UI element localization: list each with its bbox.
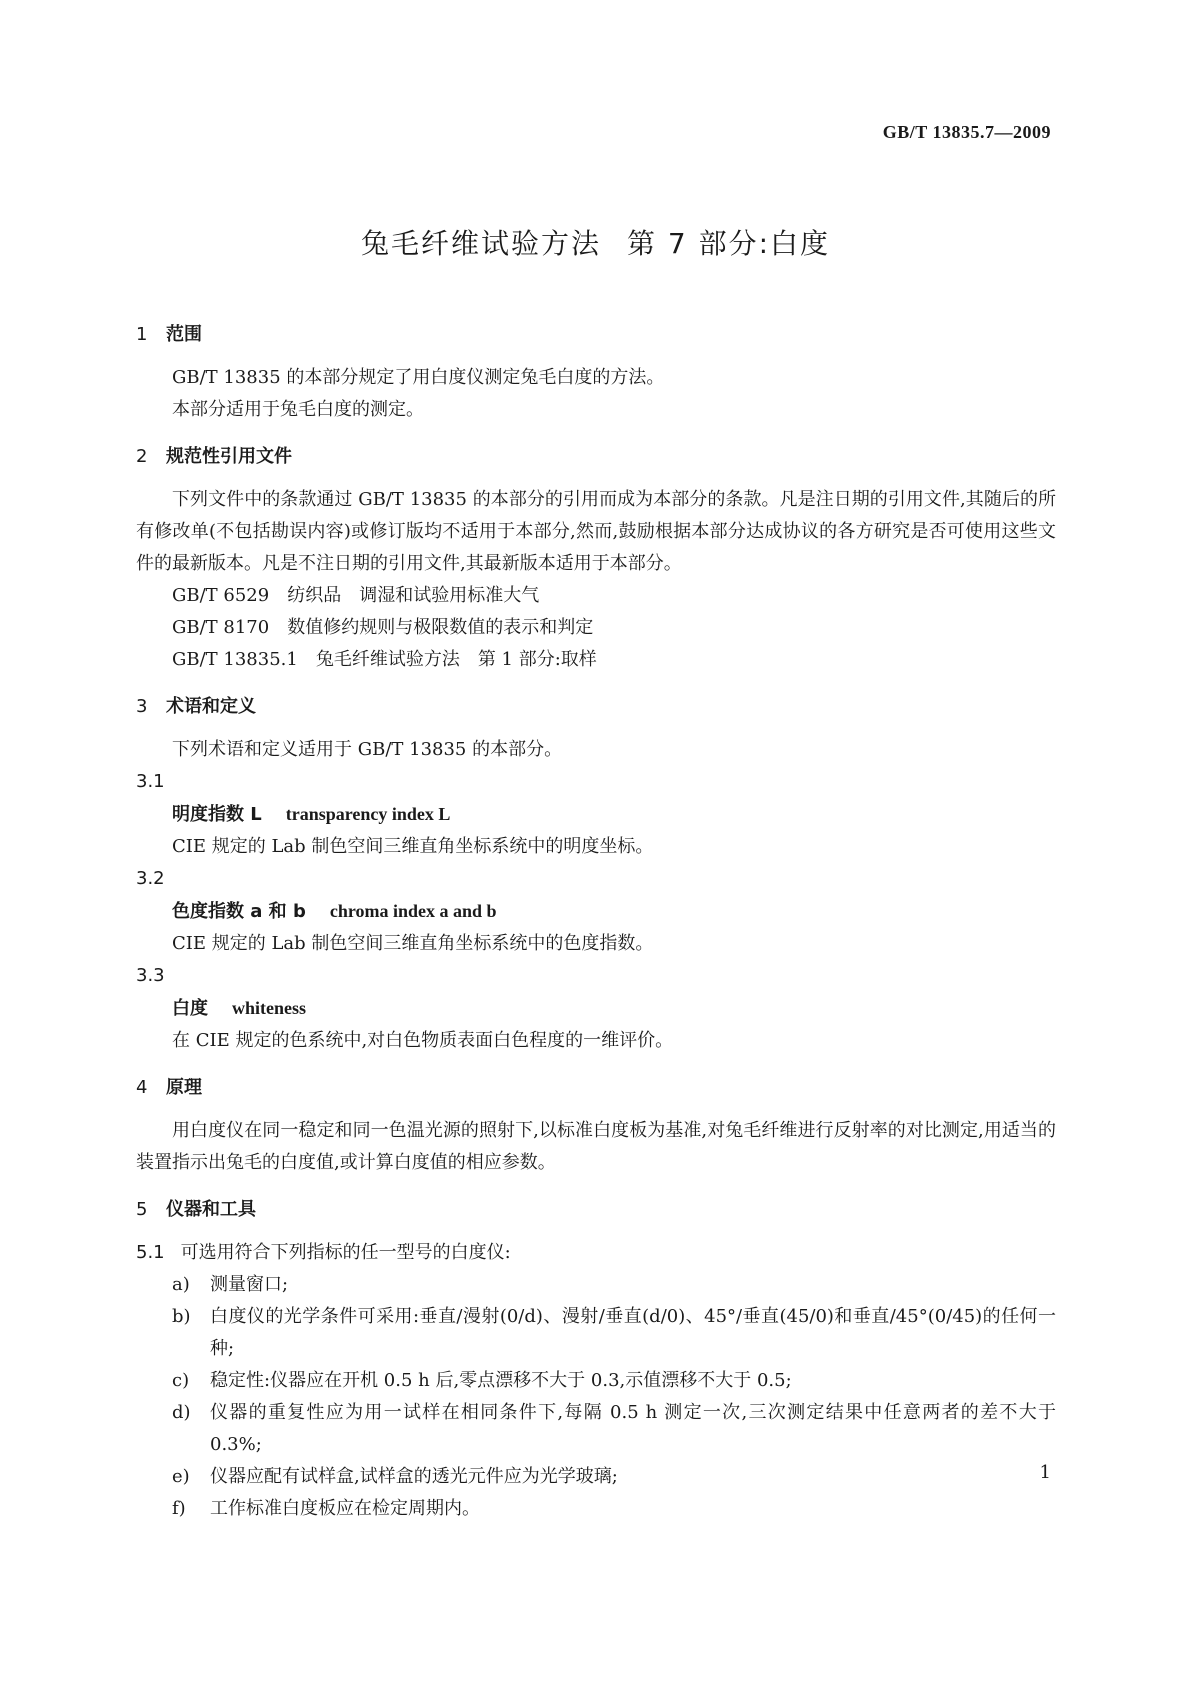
list-text: 仪器应配有试样盒,试样盒的透光元件应为光学玻璃; xyxy=(210,1466,618,1487)
list-item xyxy=(136,1365,1056,1397)
list-item xyxy=(136,1397,1056,1461)
list-label: f) xyxy=(172,1498,186,1519)
section-number: 2 xyxy=(136,446,148,467)
term-heading xyxy=(136,992,1056,1025)
list-label: a) xyxy=(172,1274,190,1295)
paragraph: 下列术语和定义适用于 GB/T 13835 的本部分。 xyxy=(172,739,563,760)
reference-item: GB/T 13835.1 兔毛纤维试验方法 第 1 部分:取样 xyxy=(172,649,597,670)
list-item xyxy=(136,1301,1056,1365)
term-definition: CIE 规定的 Lab 制色空间三维直角坐标系统中的明度坐标。 xyxy=(172,836,654,857)
paragraph: 用白度仪在同一稳定和同一色温光源的照射下,以标准白度板为基准,对兔毛纤维进行反射率的对比测定,用适当的装置指示出兔毛的白度值,或计算白度值的相应参数。 xyxy=(136,1120,1056,1173)
term-definition: 在 CIE 规定的色系统中,对白色物质表面白色程度的一维评价。 xyxy=(172,1030,674,1051)
subclause xyxy=(136,1237,1056,1269)
list-text: 稳定性:仪器应在开机 0.5 h 后,零点漂移不大于 0.3,示值漂移不大于 0.5; xyxy=(210,1370,792,1391)
list-text: 工作标准白度板应在检定周期内。 xyxy=(210,1498,480,1519)
term-heading xyxy=(136,895,1056,928)
term-definition: CIE 规定的 Lab 制色空间三维直角坐标系统中的色度指数。 xyxy=(172,933,654,954)
section-title: 规范性引用文件 xyxy=(166,446,292,467)
paragraph: GB/T 13835 的本部分规定了用白度仪测定兔毛白度的方法。 xyxy=(172,367,665,388)
term-zh: 明度指数 L xyxy=(172,804,262,825)
term-en: chroma index a and b xyxy=(329,901,497,921)
reference-item: GB/T 6529 纺织品 调湿和试验用标准大气 xyxy=(172,585,540,606)
term-zh: 白度 xyxy=(172,998,208,1019)
title-part: 第 7 部分:白度 xyxy=(626,227,831,260)
list-item xyxy=(136,1269,1056,1301)
term-number: 3.1 xyxy=(136,771,165,792)
subclause-number: 5.1 xyxy=(136,1242,165,1263)
list-label: b) xyxy=(172,1306,191,1327)
section-3-heading xyxy=(136,692,1056,722)
list-text: 测量窗口; xyxy=(210,1274,289,1295)
paragraph: 下列文件中的条款通过 GB/T 13835 的本部分的引用而成为本部分的条款。凡是注日期的引用文件,其随后的所有修改单(不包括勘误内容)或修订版均不适用于本部分,然而,鼓励根据本部分达成协议的各方研究是否可使用这些文件的最新版本。凡是不注日期的引用文件,其最新版本适用于本部分。 xyxy=(136,489,1056,574)
page-number: 1 xyxy=(1039,1462,1051,1483)
section-number: 3 xyxy=(136,696,148,717)
section-number: 1 xyxy=(136,324,148,345)
section-1-heading xyxy=(136,320,1056,350)
list-text: 白度仪的光学条件可采用:垂直/漫射(0/d)、漫射/垂直(d/0)、45°/垂直(45/0)和垂直/45°(0/45)的任何一种; xyxy=(210,1306,1056,1359)
subclause-text: 可选用符合下列指标的任一型号的白度仪: xyxy=(180,1242,511,1263)
list-text: 仪器的重复性应为用一试样在相同条件下,每隔 0.5 h 测定一次,三次测定结果中任意两者的差不大于 0.3%; xyxy=(210,1402,1056,1455)
section-number: 5 xyxy=(136,1199,148,1220)
reference-item: GB/T 8170 数值修约规则与极限数值的表示和判定 xyxy=(172,617,594,638)
section-4-heading xyxy=(136,1073,1056,1103)
term-en: whiteness xyxy=(232,998,307,1018)
section-title: 术语和定义 xyxy=(166,696,256,717)
list-label: d) xyxy=(172,1402,191,1423)
standard-code: GB/T 13835.7—2009 xyxy=(882,122,1051,142)
term-zh: 色度指数 a 和 b xyxy=(172,901,306,922)
list-label: e) xyxy=(172,1466,190,1487)
section-title: 原理 xyxy=(166,1077,202,1098)
section-title: 仪器和工具 xyxy=(166,1199,256,1220)
section-2-heading xyxy=(136,442,1056,472)
list-label: c) xyxy=(172,1370,190,1391)
term-heading xyxy=(136,798,1056,831)
section-number: 4 xyxy=(136,1077,148,1098)
paragraph: 本部分适用于兔毛白度的测定。 xyxy=(172,399,424,420)
section-5-heading xyxy=(136,1195,1056,1225)
title-main: 兔毛纤维试验方法 xyxy=(360,227,601,260)
section-title: 范围 xyxy=(166,324,202,345)
term-en: transparency index L xyxy=(285,804,451,824)
list-item xyxy=(136,1493,1056,1525)
term-number: 3.2 xyxy=(136,868,165,889)
document-title xyxy=(0,222,1191,262)
term-number: 3.3 xyxy=(136,965,165,986)
list-item xyxy=(136,1461,1056,1493)
document-body xyxy=(136,320,1056,1525)
